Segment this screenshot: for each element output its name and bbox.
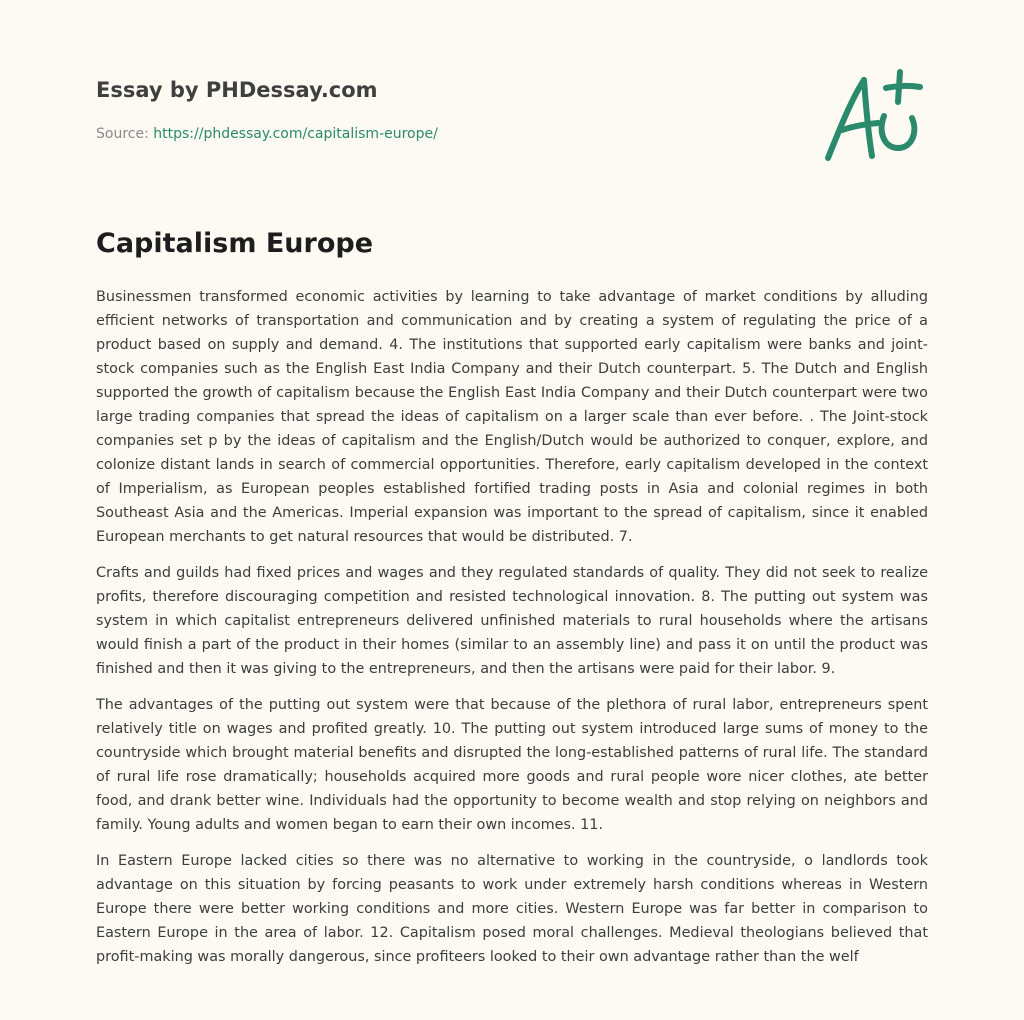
essay-paragraph: In Eastern Europe lacked cities so there was no alternative to working in the countryside, o landlords took advantage on this situation by forcing peasants to work under extremely harsh conditions whereas in Western Europe there were better working conditions and more cities. Western Europe was far better in comparison to Eastern Europe in the area of labor. 12. Capitalism posed moral challenges. Medieval theologians believed that profit-making was morally dangerous, since profiteers looked to their own advantage rather than the welf [96,853,928,965]
a-plus-logo-icon [818,66,930,166]
essay-paragraph: Businessmen transformed economic activities by learning to take advantage of market conditions by alluding efficient networks of transportation and communication and by creating a system of regulating the price of a product based on supply and demand. 4. The institutions that supported early capitalism were banks and joint-stock companies such as the English East India Company and their Dutch counterpart. 5. The Dutch and English supported the growth of capitalism because the English East India Company and their Dutch counterpart were two large trading companies that spread the ideas of capitalism on a larger scale than ever before. . The Joint-stock companies set p by the ideas of capitalism and the English/Dutch would be authorized to conquer, explore, and colonize distant lands in search of commercial opportunities. Therefore, early capitalism developed in the context of Imperialism, as European peoples established fortified trading posts in Asia and colonial regimes in both Southeast Asia and the Americas. Imperial expansion was important to the spread of capitalism, since it enabled European merchants to get natural resources that would be distributed. 7. [96,289,928,545]
essay-title: Capitalism Europe [96,228,374,259]
essay-paragraph: The advantages of the putting out system were that because of the plethora of rural labor, entrepreneurs spent relatively title on wages and profited greatly. 10. The putting out system introduced large sums of money to the countryside which brought material benefits and disrupted the long-established patterns of rural life. The standard of rural life rose dramatically; households acquired more goods and rural people wore nicer clothes, ate better food, and drank better wine. Individuals had the opportunity to become wealth and stop relying on neighbors and family. Young adults and women began to earn their own incomes. 11. [96,697,928,833]
source-label: Source: [96,126,149,142]
essay-header [96,76,656,144]
source-line [96,124,656,144]
source-link[interactable]: https://phdessay.com/capitalism-europe/ [153,126,438,142]
essay-paragraph: Crafts and guilds had fixed prices and wages and they regulated standards of quality. They did not seek to realize profits, therefore discouraging competition and resisted technological innovation. 8. The putting out system was system in which capitalist entrepreneurs delivered unfinished materials to rural households where the artisans would finish a part of the product in their homes (similar to an assembly line) and pass it on until the product was finished and then it was giving to the entrepreneurs, and then the artisans were paid for their labor. 9. [96,565,928,677]
site-brand: Essay by PHDessay.com [96,78,378,102]
essay-body [96,285,928,969]
